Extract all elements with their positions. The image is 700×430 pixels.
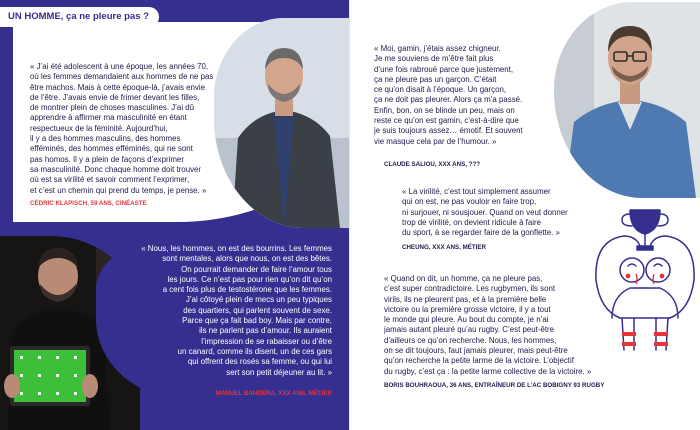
credit-clapisch: CÉDRIC KLAPISCH, 59 ANS, CINÉASTE: [30, 200, 147, 207]
section-header: [0, 7, 159, 27]
quote-line: ça ne doit pas pleurer. Alors ça m’a passé.: [374, 95, 523, 105]
credit-saliou: CLAUDE SALIOU, XXX ANS, ???: [384, 161, 481, 168]
quote-line: être machos. Mais à cette époque-là, j’avais envie: [30, 82, 206, 92]
section-title: UN HOMME, ça ne pleure pas ?: [8, 11, 149, 22]
photo-saliou: [554, 2, 700, 198]
quote-line: « J’ai été adolescent à une époque, les années 70,: [30, 62, 209, 71]
quote-line: vie masque cela par de l’humour. »: [374, 136, 497, 146]
quote-line: reste ce qu’on est gamin, c’est-à-dire que: [374, 116, 519, 126]
quote-line: jamais autant pleuré qu’au rugby. C’est peut-être: [384, 325, 555, 335]
credit-cheung: CHEUNG, XXX ANS, MÉTIER: [402, 244, 486, 251]
quote-line: J’ai côtoyé plein de mecs un peu typiques: [185, 295, 332, 305]
quote-line: trop de virilité, on devient ridicule à faire: [402, 217, 542, 227]
quote-line: efféminés, des hommes efféminés, qui ne sont: [30, 144, 193, 154]
credit-bouhraoua: BORIS BOUHRAOUA, 36 ANS, ENTRAÎNEUR DE L’AC BOBIGNY 93 RUGBY: [384, 382, 605, 389]
quote-line: Enfin, bon, on se blinde un peu, mais on: [374, 105, 515, 115]
quote-line: virils, ils ne pleurent pas, et à la première belle: [384, 294, 547, 304]
quote-line: a cent fois plus de testostérone que les femmes.: [162, 285, 332, 295]
quote-line: « La virilité, c’est tout simplement assumer: [402, 187, 551, 196]
quote-line: des quartiers, qui parlent souvent de sexe.: [183, 305, 332, 315]
quote-saliou: [374, 44, 574, 147]
quote-line: et c’est un chemin qui prend du temps, je pense. »: [30, 185, 207, 195]
quote-line: Je me souviens de m’être fait plus: [374, 54, 494, 64]
quote-line: ils ne parlent pas d’amour. Ils auraient: [199, 326, 332, 336]
quote-line: de montrer plein de choses masculines. J’ai dû: [30, 103, 195, 113]
right-page: [350, 0, 700, 430]
quote-line: sont mentales, alors que nous, on est des bêtes.: [162, 254, 332, 264]
quote-line: ça ne pleure pas un garçon. C’était: [374, 74, 497, 84]
quote-line: qui on est, ne pas vouloir en faire trop,: [402, 197, 537, 207]
quote-line: ce qu’on disait à l’époque. Un garçon,: [374, 85, 507, 95]
quote-line: il y a des hommes masculins, des hommes: [30, 134, 181, 144]
quote-line: « Nous, les hommes, on est des bourrins. Les femmes: [141, 244, 332, 253]
quote-line: les jours. Ce n’est pas pour rien qu’on dit qu’on: [167, 274, 332, 284]
quote-line: apprendre à affirmer ma masculinité en étant: [30, 113, 187, 123]
quote-line: où est sa virilité et savoir comment l’exprimer,: [30, 175, 190, 185]
quote-line: respectueux de la féminité. Aujourd’hui,: [30, 123, 168, 133]
quote-line: sa masculinité. Donc chaque homme doit trouver: [30, 164, 202, 174]
quote-line: « Moi, gamin, j’étais assez chigneur.: [374, 44, 501, 53]
quote-line: où les femmes demandaient aux hommes de ne pas: [30, 72, 214, 82]
quote-line: du sport, à se regarder faire de la gonflette. »: [402, 228, 560, 238]
quote-line: le monde qui pleure. Au bout du compte, je n’ai: [384, 315, 549, 325]
quote-line: je suis toujours assez… émotif. Et souvent: [374, 126, 523, 136]
quote-cheung: [402, 187, 602, 238]
quote-bouhraoua: [384, 274, 634, 377]
quote-line: l’impression de se rabaisser ou d’être: [201, 336, 332, 346]
portrait-illustration: [554, 2, 700, 198]
quote-clapisch: [30, 62, 213, 196]
quote-line: qu’on recherche la petite larme de la victoire. L’objectif: [384, 356, 574, 366]
credit-bandera: MANUEL BANDERA, XXX ANS, MÉTIER: [215, 390, 332, 397]
quote-line: « Quand on dit, un homme, ça ne pleure pas,: [384, 274, 543, 283]
quote-line: pas homos. Il y a plein de façons d’exprimer: [30, 154, 184, 164]
quote-line: de l’être. J’avais envie de frimer devant les filles,: [30, 92, 200, 102]
quote-line: qui offrent des rosés sa femme, ou qui lui: [187, 357, 332, 367]
quote-bandera: [120, 244, 332, 378]
quote-line: Parce que ça fait bad boy. Mais par contre,: [182, 316, 332, 326]
quote-line: d’ailleurs ce qu’on recherche. Nous, les hommes,: [384, 335, 557, 345]
quote-line: sert son petit déjeuner au lit. »: [226, 367, 332, 377]
quote-line: d’une fois rabroué parce que justement,: [374, 64, 514, 74]
quote-line: un canard, comme ils disent, un de ces gars: [177, 346, 332, 356]
quote-line: On pourrait demander de faire l’amour tous: [181, 264, 332, 274]
quote-line: c’est super contradictoire. Les rugbymen, ils sont: [384, 284, 556, 294]
quote-line: du rugby, c’est ça : la petite larme collective de la victoire. »: [384, 366, 592, 376]
quote-line: victoire ou la première grosse victoire, il y a tout: [384, 304, 551, 314]
quote-line: on se dit toujours, faut jamais pleurer, mais peut-être: [384, 346, 568, 356]
quote-line: ni surjouer, ni sousjouer. Quand on veut donner: [402, 207, 568, 217]
